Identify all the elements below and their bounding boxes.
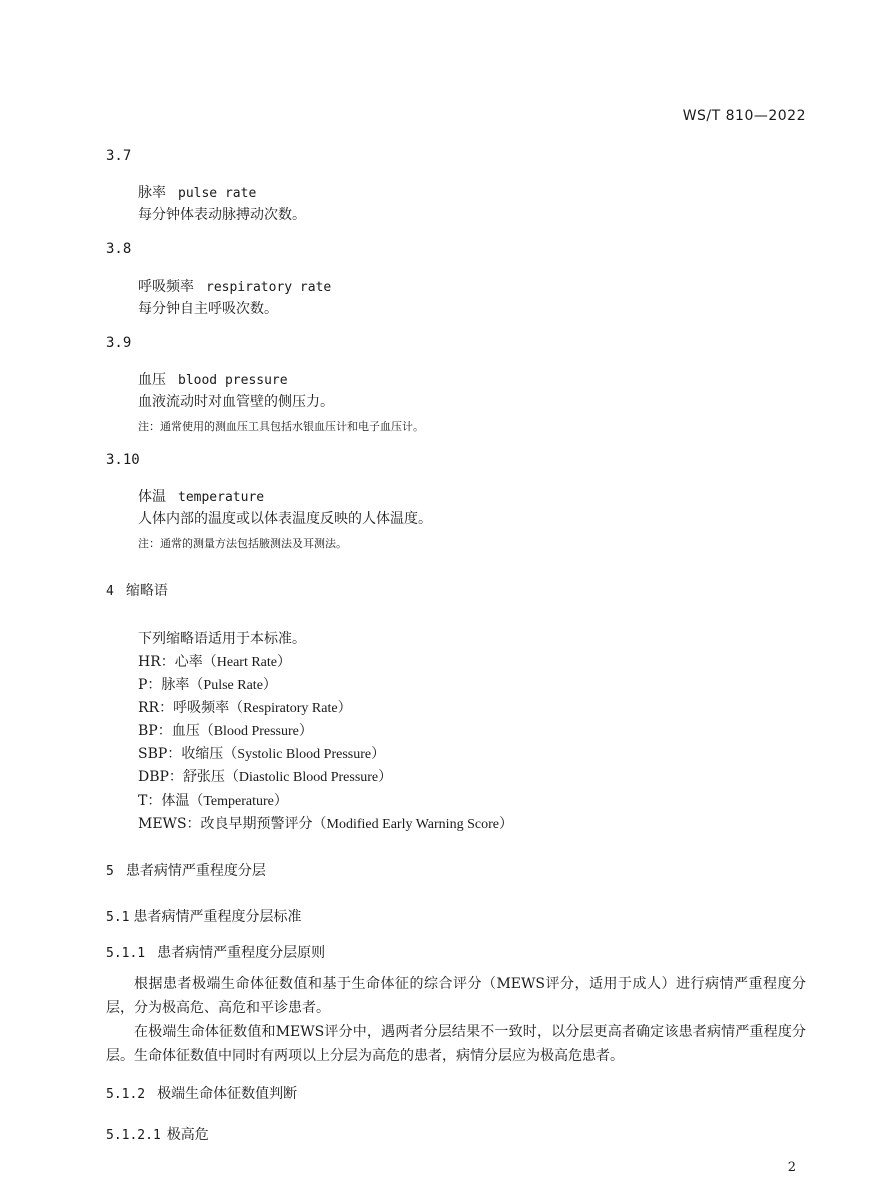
subsection-number: 5.1.2 bbox=[106, 1087, 146, 1102]
abbr-intro: 下列缩略语适用于本标准。 bbox=[138, 631, 306, 647]
term-en: pulse rate bbox=[178, 186, 257, 201]
abbr-text: 体温（Temperature） bbox=[161, 794, 288, 809]
term-title bbox=[138, 182, 256, 202]
term-definition: 每分钟体表动脉搏动次数。 bbox=[138, 207, 306, 223]
abbr-code: P： bbox=[138, 677, 162, 693]
subsection-heading bbox=[106, 906, 301, 926]
term-number: 3.9 bbox=[106, 335, 132, 351]
abbr-item bbox=[138, 766, 392, 786]
term-number: 3.8 bbox=[106, 241, 132, 257]
subsection-number: 5.1.2.1 bbox=[106, 1128, 161, 1143]
term-en: temperature bbox=[178, 490, 265, 505]
section-heading bbox=[106, 860, 266, 880]
subsection-title: 极高危 bbox=[166, 1127, 209, 1143]
paragraph: 根据患者极端生命体征数值和基于生命体征的综合评分（MEWS评分，适用于成人）进行病情严重程度分层，分为极高危、高危和平诊患者。 bbox=[106, 976, 806, 1016]
subsection-title: 患者病情严重程度分层原则 bbox=[157, 945, 326, 961]
term-en: respiratory rate bbox=[206, 280, 332, 295]
abbr-item bbox=[138, 674, 277, 694]
page-number: 2 bbox=[787, 1160, 796, 1175]
section-title: 患者病情严重程度分层 bbox=[125, 863, 266, 879]
abbr-code: BP： bbox=[138, 723, 172, 739]
standard-code: WS/T 810—2022 bbox=[682, 108, 806, 124]
section-title: 缩略语 bbox=[125, 583, 168, 599]
section-heading bbox=[106, 580, 168, 600]
abbr-text: 心率（Heart Rate） bbox=[174, 655, 291, 670]
abbr-item bbox=[138, 651, 291, 671]
abbr-code: SBP： bbox=[138, 746, 182, 762]
term-number: 3.7 bbox=[106, 148, 132, 164]
term-definition: 血液流动时对血管壁的侧压力。 bbox=[138, 394, 334, 410]
abbr-item bbox=[138, 813, 513, 833]
section-number: 5 bbox=[106, 864, 114, 879]
term-title bbox=[138, 276, 331, 296]
term-note: 注：通常的测量方法包括腋测法及耳测法。 bbox=[138, 537, 347, 550]
abbr-text: 收缩压（Systolic Blood Pressure） bbox=[181, 747, 386, 762]
abbr-code: DBP： bbox=[138, 769, 183, 785]
subsection-heading bbox=[106, 1083, 297, 1103]
term-zh: 体温 bbox=[138, 489, 166, 505]
term-definition: 每分钟自主呼吸次数。 bbox=[138, 301, 278, 317]
subsection-heading bbox=[106, 942, 325, 962]
term-title bbox=[138, 486, 264, 506]
paragraph: 在极端生命体征数值和MEWS评分中，遇两者分层结果不一致时，以分层更高者确定该患者病情严重程度分层。生命体征数值中同时有两项以上分层为高危的患者，病情分层应为极高危患者。 bbox=[106, 1024, 806, 1064]
section-number: 4 bbox=[106, 584, 114, 599]
term-title bbox=[138, 369, 288, 389]
term-definition: 人体内部的温度或以体表温度反映的人体温度。 bbox=[138, 511, 432, 527]
abbr-item bbox=[138, 790, 288, 810]
abbr-text: 舒张压（Diastolic Blood Pressure） bbox=[182, 770, 393, 785]
term-en: blood pressure bbox=[178, 373, 288, 388]
term-zh: 脉率 bbox=[138, 185, 166, 201]
abbr-item bbox=[138, 743, 385, 763]
subsection-title: 患者病情严重程度分层标准 bbox=[133, 909, 302, 925]
term-note: 注：通常使用的测血压工具包括水银血压计和电子血压计。 bbox=[138, 420, 424, 433]
abbr-code: MEWS： bbox=[138, 816, 201, 832]
subsection-heading bbox=[106, 1124, 209, 1144]
term-number: 3.10 bbox=[106, 452, 140, 468]
subsection-number: 5.1.1 bbox=[106, 946, 146, 961]
subsection-number: 5.1 bbox=[106, 910, 130, 925]
abbr-code: RR： bbox=[138, 700, 174, 716]
abbr-item bbox=[138, 697, 352, 717]
abbr-code: HR： bbox=[138, 654, 175, 670]
abbr-code: T： bbox=[138, 793, 162, 809]
abbr-text: 呼吸频率（Respiratory Rate） bbox=[173, 701, 352, 716]
abbr-text: 脉率（Pulse Rate） bbox=[161, 678, 277, 693]
term-zh: 血压 bbox=[138, 372, 166, 388]
term-zh: 呼吸频率 bbox=[138, 279, 194, 295]
abbr-text: 改良早期预警评分（Modified Early Warning Score） bbox=[200, 817, 513, 832]
abbr-text: 血压（Blood Pressure） bbox=[171, 724, 313, 739]
subsection-title: 极端生命体征数值判断 bbox=[157, 1086, 298, 1102]
abbr-item bbox=[138, 720, 313, 740]
